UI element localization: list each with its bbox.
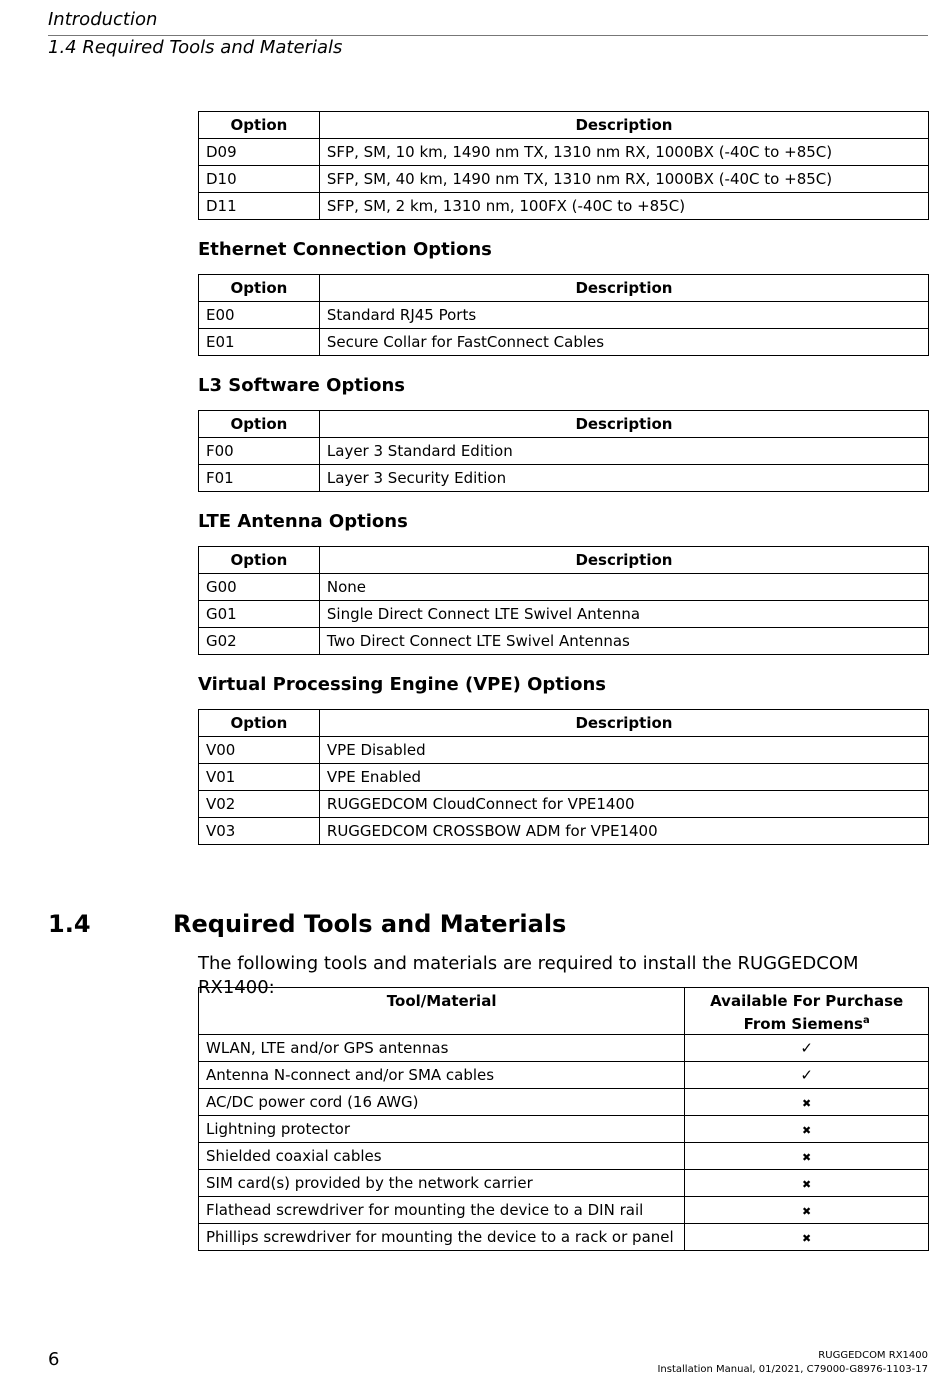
tool-name: Lightning protector [199,1116,685,1143]
tool-name: WLAN, LTE and/or GPS antennas [199,1035,685,1062]
table-row [199,166,929,193]
option-description: Layer 3 Standard Edition [319,438,928,465]
cross-icon: ✖ [802,1097,812,1110]
table-row [199,1062,929,1089]
column-header-description: Description [319,112,928,139]
column-header-option: Option [199,275,320,302]
cross-icon: ✖ [802,1232,812,1245]
table-row [199,438,929,465]
column-header-option: Option [199,547,320,574]
option-description: Standard RJ45 Ports [319,302,928,329]
l3-options-heading: L3 Software Options [198,375,406,396]
table-row [199,791,929,818]
l3-options-table [198,410,929,492]
table-row [199,302,929,329]
option-code: F01 [199,465,320,492]
sfp-options-table [198,111,929,220]
table-row [199,1143,929,1170]
table-row [199,1224,929,1251]
option-code: G02 [199,628,320,655]
column-header-description: Description [319,275,928,302]
tool-name: SIM card(s) provided by the network carrier [199,1170,685,1197]
section-number: 1.4 [48,910,91,938]
column-header-description: Description [319,411,928,438]
table-row [199,574,929,601]
column-header-option: Option [199,411,320,438]
ethernet-options-heading: Ethernet Connection Options [198,239,492,260]
vpe-options-table [198,709,929,845]
available-cell [685,1035,929,1062]
option-description: VPE Disabled [319,737,928,764]
table-row [199,1170,929,1197]
column-header-available [685,988,929,1035]
column-header-option: Option [199,710,320,737]
table-row [199,1116,929,1143]
section-intro: The following tools and materials are required to install the RUGGEDCOM RX1400: [198,953,859,998]
option-code: G01 [199,601,320,628]
option-code: D11 [199,193,320,220]
table-row [199,764,929,791]
tool-name: Phillips screwdriver for mounting the device to a rack or panel [199,1224,685,1251]
cross-icon: ✖ [802,1151,812,1164]
option-code: G00 [199,574,320,601]
table-row [199,628,929,655]
option-description: None [319,574,928,601]
column-header-description: Description [319,547,928,574]
column-header-option: Option [199,112,320,139]
checkmark-icon: ✓ [800,1066,813,1084]
page-number: 6 [48,1349,60,1370]
unavailable-cell [685,1170,929,1197]
unavailable-cell [685,1224,929,1251]
table-row [199,465,929,492]
section-title: Required Tools and Materials [173,910,567,938]
table-row [199,1089,929,1116]
checkmark-icon: ✓ [800,1039,813,1057]
tool-name: AC/DC power cord (16 AWG) [199,1089,685,1116]
unavailable-cell [685,1089,929,1116]
option-code: V02 [199,791,320,818]
cross-icon: ✖ [802,1124,812,1137]
available-header-line1: Available For Purchase [710,992,904,1010]
option-description: RUGGEDCOM CloudConnect for VPE1400 [319,791,928,818]
option-description: Two Direct Connect LTE Swivel Antennas [319,628,928,655]
option-description: VPE Enabled [319,764,928,791]
table-row [199,139,929,166]
table-row [199,329,929,356]
option-description: Single Direct Connect LTE Swivel Antenna [319,601,928,628]
table-row [199,737,929,764]
tool-name: Antenna N-connect and/or SMA cables [199,1062,685,1089]
cross-icon: ✖ [802,1178,812,1191]
unavailable-cell [685,1143,929,1170]
option-code: F00 [199,438,320,465]
available-header-line2: From Siemens [743,1015,863,1033]
footer-product: RUGGEDCOM RX1400 [818,1350,928,1361]
table-row [199,1197,929,1224]
footer-document-id: Installation Manual, 01/2021, C79000-G8976-1103-17 [657,1364,928,1375]
cross-icon: ✖ [802,1205,812,1218]
tool-name: Shielded coaxial cables [199,1143,685,1170]
option-description: Layer 3 Security Edition [319,465,928,492]
option-description: SFP, SM, 10 km, 1490 nm TX, 1310 nm RX, 1000BX (-40C to +85C) [319,139,928,166]
tool-name: Flathead screwdriver for mounting the device to a DIN rail [199,1197,685,1224]
section-breadcrumb: 1.4 Required Tools and Materials [48,37,343,58]
chapter-title: Introduction [48,8,928,36]
table-row [199,601,929,628]
option-code: E00 [199,302,320,329]
available-cell [685,1062,929,1089]
option-code: D09 [199,139,320,166]
tools-materials-table [198,987,929,1251]
option-code: V03 [199,818,320,845]
option-description: Secure Collar for FastConnect Cables [319,329,928,356]
running-header [48,8,928,64]
vpe-options-heading: Virtual Processing Engine (VPE) Options [198,674,606,695]
unavailable-cell [685,1116,929,1143]
option-description: SFP, SM, 40 km, 1490 nm TX, 1310 nm RX, 1000BX (-40C to +85C) [319,166,928,193]
column-header-description: Description [319,710,928,737]
option-description: RUGGEDCOM CROSSBOW ADM for VPE1400 [319,818,928,845]
option-description: SFP, SM, 2 km, 1310 nm, 100FX (-40C to +85C) [319,193,928,220]
option-tables [198,111,929,845]
option-code: D10 [199,166,320,193]
option-code: E01 [199,329,320,356]
footer-doc-info [657,1349,928,1377]
option-code: V01 [199,764,320,791]
lte-options-table [198,546,929,655]
unavailable-cell [685,1197,929,1224]
table-row [199,818,929,845]
table-row [199,193,929,220]
column-header-tool: Tool/Material [199,988,685,1035]
table-row [199,1035,929,1062]
option-code: V00 [199,737,320,764]
lte-options-heading: LTE Antenna Options [198,511,408,532]
ethernet-options-table [198,274,929,356]
footnote-marker: a [862,1015,870,1026]
